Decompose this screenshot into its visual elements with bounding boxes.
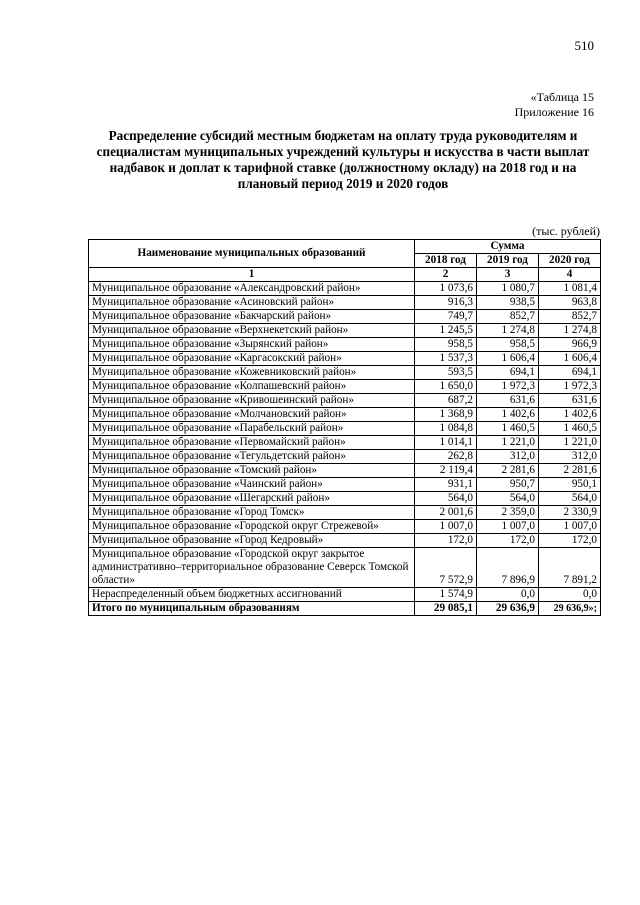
header-year-2018: 2018 год bbox=[415, 254, 477, 268]
value-2019: 312,0 bbox=[477, 450, 539, 464]
value-2020: 1 007,0 bbox=[539, 520, 601, 534]
value-2020: 1 221,0 bbox=[539, 436, 601, 450]
value-2018: 749,7 bbox=[415, 310, 477, 324]
value-2018: 1 007,0 bbox=[415, 520, 477, 534]
value-2020: 1 402,6 bbox=[539, 408, 601, 422]
row-name: Муниципальное образование «Александровский район» bbox=[89, 282, 415, 296]
value-2020: 694,1 bbox=[539, 366, 601, 380]
table-row bbox=[89, 588, 601, 602]
table-row bbox=[89, 310, 601, 324]
value-2019: 1 972,3 bbox=[477, 380, 539, 394]
value-2018: 2 119,4 bbox=[415, 464, 477, 478]
value-2018: 916,3 bbox=[415, 296, 477, 310]
row-name: Нераспределенный объем бюджетных ассигнований bbox=[89, 588, 415, 602]
table-label: «Таблица 15 bbox=[530, 90, 594, 104]
value-2018: 172,0 bbox=[415, 534, 477, 548]
value-2018: 7 572,9 bbox=[415, 548, 477, 588]
row-name: Муниципальное образование «Первомайский район» bbox=[89, 436, 415, 450]
value-2020: 852,7 bbox=[539, 310, 601, 324]
value-2018: 1 084,8 bbox=[415, 422, 477, 436]
value-2020: 0,0 bbox=[539, 588, 601, 602]
row-name: Муниципальное образование «Колпашевский район» bbox=[89, 380, 415, 394]
value-2018: 958,5 bbox=[415, 338, 477, 352]
value-2018: 687,2 bbox=[415, 394, 477, 408]
row-name: Муниципальное образование «Кожевниковский район» bbox=[89, 366, 415, 380]
row-name: Муниципальное образование «Томский район» bbox=[89, 464, 415, 478]
value-2020: 312,0 bbox=[539, 450, 601, 464]
total-2020: 29 636,9»; bbox=[539, 602, 601, 616]
value-2020: 1 606,4 bbox=[539, 352, 601, 366]
row-name: Муниципальное образование «Кривошеинский район» bbox=[89, 394, 415, 408]
value-2020: 564,0 bbox=[539, 492, 601, 506]
value-2019: 564,0 bbox=[477, 492, 539, 506]
row-name: Муниципальное образование «Чаинский район» bbox=[89, 478, 415, 492]
table-row bbox=[89, 534, 601, 548]
table-row bbox=[89, 324, 601, 338]
table-row bbox=[89, 478, 601, 492]
value-2018: 1 574,9 bbox=[415, 588, 477, 602]
value-2019: 852,7 bbox=[477, 310, 539, 324]
appendix-label: Приложение 16 bbox=[514, 105, 594, 119]
row-name: Муниципальное образование «Парабельский район» bbox=[89, 422, 415, 436]
table-row bbox=[89, 436, 601, 450]
row-name: Муниципальное образование «Городской округ Стрежевой» bbox=[89, 520, 415, 534]
value-2020: 2 330,9 bbox=[539, 506, 601, 520]
value-2020: 966,9 bbox=[539, 338, 601, 352]
value-2019: 1 007,0 bbox=[477, 520, 539, 534]
units-note: (тыс. рублей) bbox=[532, 224, 600, 238]
value-2020: 2 281,6 bbox=[539, 464, 601, 478]
row-name: Муниципальное образование «Асиновский район» bbox=[89, 296, 415, 310]
row-name: Муниципальное образование «Молчановский район» bbox=[89, 408, 415, 422]
table-row bbox=[89, 352, 601, 366]
value-2018: 262,8 bbox=[415, 450, 477, 464]
table-row bbox=[89, 366, 601, 380]
table-row bbox=[89, 422, 601, 436]
value-2019: 938,5 bbox=[477, 296, 539, 310]
value-2019: 1 080,7 bbox=[477, 282, 539, 296]
col-number-1: 1 bbox=[89, 268, 415, 282]
page-number: 510 bbox=[574, 38, 594, 53]
table-row bbox=[89, 464, 601, 478]
col-number-2: 2 bbox=[415, 268, 477, 282]
value-2018: 593,5 bbox=[415, 366, 477, 380]
header-year-2019: 2019 год bbox=[477, 254, 539, 268]
subsidy-table bbox=[88, 239, 601, 616]
value-2019: 958,5 bbox=[477, 338, 539, 352]
value-2018: 2 001,6 bbox=[415, 506, 477, 520]
value-2019: 1 221,0 bbox=[477, 436, 539, 450]
value-2018: 1 368,9 bbox=[415, 408, 477, 422]
value-2018: 1 537,3 bbox=[415, 352, 477, 366]
row-name: Муниципальное образование «Тегульдетский район» bbox=[89, 450, 415, 464]
value-2018: 564,0 bbox=[415, 492, 477, 506]
col-number-4: 4 bbox=[539, 268, 601, 282]
value-2020: 1 274,8 bbox=[539, 324, 601, 338]
row-name: Муниципальное образование «Шегарский район» bbox=[89, 492, 415, 506]
table-row bbox=[89, 296, 601, 310]
value-2019: 1 402,6 bbox=[477, 408, 539, 422]
document-title: Распределение субсидий местным бюджетам на оплату труда руководителям и специалистам муниципальных учреждений культуры и искусства в части выплат надбавок и доплат к тарифной ставке (должностному окладу) на 2018 год и на плановый период 2019 и 2020 годов bbox=[96, 128, 590, 191]
row-name: Муниципальное образование «Зырянский район» bbox=[89, 338, 415, 352]
value-2019: 694,1 bbox=[477, 366, 539, 380]
total-2018: 29 085,1 bbox=[415, 602, 477, 616]
value-2019: 7 896,9 bbox=[477, 548, 539, 588]
value-2019: 172,0 bbox=[477, 534, 539, 548]
table-row bbox=[89, 338, 601, 352]
header-year-2020: 2020 год bbox=[539, 254, 601, 268]
value-2018: 931,1 bbox=[415, 478, 477, 492]
table-header bbox=[89, 240, 601, 282]
row-name: Муниципальное образование «Бакчарский район» bbox=[89, 310, 415, 324]
table-row bbox=[89, 394, 601, 408]
table-body bbox=[89, 282, 601, 616]
value-2019: 1 274,8 bbox=[477, 324, 539, 338]
row-name: Муниципальное образование «Верхнекетский район» bbox=[89, 324, 415, 338]
value-2020: 950,1 bbox=[539, 478, 601, 492]
row-name: Муниципальное образование «Город Кедровый» bbox=[89, 534, 415, 548]
table-row bbox=[89, 548, 601, 588]
total-row bbox=[89, 602, 601, 616]
table-row bbox=[89, 520, 601, 534]
row-name: Муниципальное образование «Город Томск» bbox=[89, 506, 415, 520]
table-row bbox=[89, 450, 601, 464]
value-2018: 1 245,5 bbox=[415, 324, 477, 338]
value-2018: 1 073,6 bbox=[415, 282, 477, 296]
header-sum: Сумма bbox=[415, 240, 601, 254]
value-2019: 950,7 bbox=[477, 478, 539, 492]
table-row bbox=[89, 492, 601, 506]
total-2019: 29 636,9 bbox=[477, 602, 539, 616]
header-name: Наименование муниципальных образований bbox=[89, 240, 415, 268]
value-2019: 1 460,5 bbox=[477, 422, 539, 436]
value-2020: 1 081,4 bbox=[539, 282, 601, 296]
value-2019: 0,0 bbox=[477, 588, 539, 602]
value-2019: 2 281,6 bbox=[477, 464, 539, 478]
value-2019: 1 606,4 bbox=[477, 352, 539, 366]
value-2020: 7 891,2 bbox=[539, 548, 601, 588]
value-2020: 1 460,5 bbox=[539, 422, 601, 436]
table-row bbox=[89, 506, 601, 520]
value-2020: 963,8 bbox=[539, 296, 601, 310]
value-2020: 1 972,3 bbox=[539, 380, 601, 394]
row-name: Муниципальное образование «Каргасокский район» bbox=[89, 352, 415, 366]
value-2018: 1 650,0 bbox=[415, 380, 477, 394]
table-row bbox=[89, 282, 601, 296]
table-row bbox=[89, 408, 601, 422]
total-label: Итого по муниципальным образованиям bbox=[89, 602, 415, 616]
appendix-reference bbox=[515, 90, 594, 120]
col-number-3: 3 bbox=[477, 268, 539, 282]
value-2018: 1 014,1 bbox=[415, 436, 477, 450]
row-name: Муниципальное образование «Городской округ закрытое административно–территориальное образование Северск Томской области» bbox=[89, 548, 415, 588]
value-2020: 631,6 bbox=[539, 394, 601, 408]
value-2019: 631,6 bbox=[477, 394, 539, 408]
value-2020: 172,0 bbox=[539, 534, 601, 548]
table-row bbox=[89, 380, 601, 394]
value-2019: 2 359,0 bbox=[477, 506, 539, 520]
